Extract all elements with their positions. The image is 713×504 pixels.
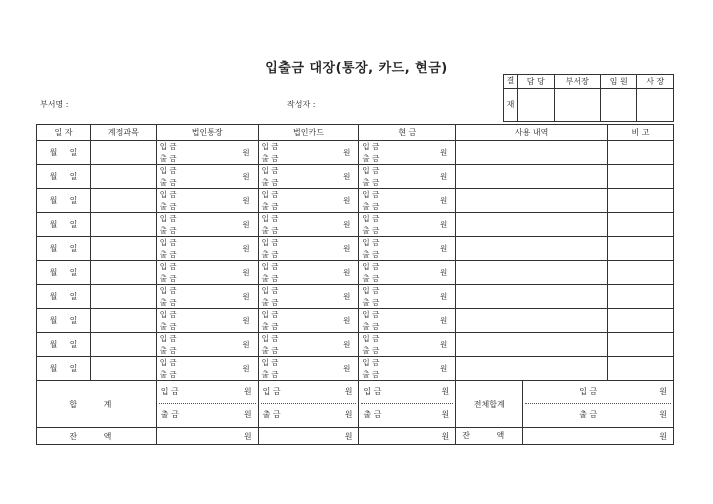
balance-cash-cell[interactable]: 원: [359, 428, 456, 445]
won-unit: 원: [440, 172, 448, 181]
out-label: 출 금: [159, 298, 177, 307]
won-unit: 원: [343, 172, 351, 181]
note-cell[interactable]: [608, 141, 674, 165]
out-label: 출 금: [362, 298, 380, 307]
card-amount-cell[interactable]: [258, 261, 359, 285]
out-label: 출 금: [261, 346, 279, 355]
ledger-row: [37, 213, 674, 237]
won-unit: 원: [242, 292, 250, 301]
note-cell[interactable]: [608, 333, 674, 357]
usage-cell[interactable]: [456, 285, 608, 309]
out-label: 출 금: [261, 322, 279, 331]
usage-cell[interactable]: [456, 189, 608, 213]
summary-row: [37, 381, 674, 428]
won-unit: 원: [242, 268, 250, 277]
in-label: 입 금: [261, 142, 279, 151]
cash-amount-cell[interactable]: [359, 309, 456, 333]
in-label: 입 금: [159, 334, 177, 343]
in-label: 입 금: [261, 166, 279, 175]
card-amount-cell[interactable]: [258, 165, 359, 189]
bank-amount-cell[interactable]: [156, 165, 258, 189]
summary-label: 합 계: [37, 381, 157, 428]
balance-row: [37, 428, 674, 445]
out-label: 출 금: [362, 154, 380, 163]
cash-amount-cell[interactable]: [359, 213, 456, 237]
usage-cell[interactable]: [456, 237, 608, 261]
ledger-row: [37, 285, 674, 309]
out-label: 출 금: [362, 346, 380, 355]
in-label: 입 금: [362, 166, 380, 175]
ledger-row: [37, 261, 674, 285]
in-label: 입 금: [362, 334, 380, 343]
card-amount-cell[interactable]: [258, 213, 359, 237]
in-label: 입 금: [362, 142, 380, 151]
won-unit: 원: [343, 340, 351, 349]
header-usage: 사용 내역: [456, 125, 608, 141]
day-label: 일: [69, 244, 78, 253]
in-label: 입 금: [159, 310, 177, 319]
sum-out-label: 출 금: [160, 410, 179, 419]
won-unit: 원: [242, 172, 250, 181]
balance-total-cell[interactable]: 원: [659, 431, 667, 441]
won-unit: 원: [344, 410, 353, 419]
won-unit: 원: [243, 387, 252, 396]
page-title: 입출금 대장(통장, 카드, 현금): [265, 61, 448, 76]
month-label: 월: [49, 340, 58, 349]
ledger-row: [37, 357, 674, 381]
approval-sign-staff[interactable]: [518, 89, 555, 122]
card-amount-cell[interactable]: [258, 333, 359, 357]
out-label: 출 금: [261, 274, 279, 283]
in-label: 입 금: [261, 358, 279, 367]
cash-amount-cell[interactable]: [359, 189, 456, 213]
in-label: 입 금: [261, 262, 279, 271]
date-cell[interactable]: [37, 237, 91, 261]
note-cell[interactable]: [608, 189, 674, 213]
day-label: 일: [69, 268, 78, 277]
in-label: 입 금: [261, 214, 279, 223]
usage-cell[interactable]: [456, 141, 608, 165]
approval-col-executive: 임 원: [600, 75, 637, 89]
header-cash: 현 금: [359, 125, 456, 141]
in-label: 입 금: [159, 358, 177, 367]
cash-amount-cell[interactable]: [359, 237, 456, 261]
in-label: 입 금: [362, 262, 380, 271]
writer-label: 작성자 :: [287, 100, 316, 109]
day-label: 일: [69, 196, 78, 205]
out-label: 출 금: [261, 226, 279, 235]
month-label: 월: [49, 244, 58, 253]
won-unit: 원: [343, 292, 351, 301]
date-cell[interactable]: [37, 333, 91, 357]
out-label: 출 금: [261, 298, 279, 307]
sum-cash-cell[interactable]: [359, 381, 456, 428]
account-cell[interactable]: [90, 213, 156, 237]
out-label: 출 금: [261, 370, 279, 379]
in-label: 입 금: [159, 190, 177, 199]
in-label: 입 금: [362, 358, 380, 367]
bank-amount-cell[interactable]: [156, 237, 258, 261]
out-label: 출 금: [159, 322, 177, 331]
bank-amount-cell[interactable]: [156, 213, 258, 237]
date-cell[interactable]: [37, 357, 91, 381]
sum-card-cell[interactable]: [258, 381, 359, 428]
won-unit: 원: [441, 410, 450, 419]
total-label: 전체합계: [456, 381, 523, 427]
in-label: 입 금: [362, 238, 380, 247]
balance-total-area: [456, 428, 674, 445]
balance-label: 잔 액: [37, 428, 157, 445]
account-cell[interactable]: [90, 189, 156, 213]
divider: [261, 403, 357, 404]
out-label: 출 금: [159, 202, 177, 211]
out-label: 출 금: [159, 178, 177, 187]
in-label: 입 금: [159, 262, 177, 271]
ledger-row: [37, 165, 674, 189]
account-cell[interactable]: [90, 165, 156, 189]
out-label: 출 금: [362, 250, 380, 259]
divider: [525, 403, 671, 404]
out-label: 출 금: [362, 322, 380, 331]
total-area: [456, 381, 674, 428]
day-label: 일: [69, 172, 78, 181]
date-cell[interactable]: [37, 141, 91, 165]
in-label: 입 금: [261, 286, 279, 295]
won-unit: 원: [440, 220, 448, 229]
won-unit: 원: [440, 364, 448, 373]
in-label: 입 금: [159, 214, 177, 223]
card-amount-cell[interactable]: [258, 189, 359, 213]
bank-amount-cell[interactable]: [156, 309, 258, 333]
won-unit: 원: [440, 268, 448, 277]
won-unit: 원: [343, 244, 351, 253]
note-cell[interactable]: [608, 357, 674, 381]
out-label: 출 금: [159, 226, 177, 235]
date-cell[interactable]: [37, 213, 91, 237]
bank-amount-cell[interactable]: [156, 189, 258, 213]
out-label: 출 금: [261, 202, 279, 211]
won-unit: 원: [440, 316, 448, 325]
account-cell[interactable]: [90, 309, 156, 333]
in-label: 입 금: [159, 286, 177, 295]
in-label: 입 금: [362, 214, 380, 223]
approval-sign-president[interactable]: [637, 89, 674, 122]
total-in-label: 입 금: [579, 387, 598, 396]
bank-amount-cell[interactable]: [156, 333, 258, 357]
cash-amount-cell[interactable]: [359, 261, 456, 285]
in-label: 입 금: [362, 310, 380, 319]
ledger-row: [37, 141, 674, 165]
note-cell[interactable]: [608, 213, 674, 237]
sum-out-label: 출 금: [262, 410, 281, 419]
won-unit: 원: [242, 220, 250, 229]
usage-cell[interactable]: [456, 357, 608, 381]
out-label: 출 금: [159, 154, 177, 163]
won-unit: 원: [344, 387, 353, 396]
account-cell[interactable]: [90, 261, 156, 285]
won-unit: 원: [242, 364, 250, 373]
in-label: 입 금: [261, 310, 279, 319]
usage-cell[interactable]: [456, 333, 608, 357]
day-label: 일: [69, 220, 78, 229]
won-unit: 원: [440, 196, 448, 205]
month-label: 월: [49, 196, 58, 205]
ledger-table: [36, 124, 674, 445]
in-label: 입 금: [159, 142, 177, 151]
total-amount-cell[interactable]: [523, 381, 673, 427]
won-unit: 원: [343, 268, 351, 277]
ledger-row: [37, 333, 674, 357]
note-cell[interactable]: [608, 165, 674, 189]
usage-cell[interactable]: [456, 165, 608, 189]
account-cell[interactable]: [90, 333, 156, 357]
day-label: 일: [69, 340, 78, 349]
header-note: 비 고: [608, 125, 674, 141]
bank-amount-cell[interactable]: [156, 357, 258, 381]
sum-in-label: 입 금: [262, 387, 281, 396]
account-cell[interactable]: [90, 141, 156, 165]
date-cell[interactable]: [37, 309, 91, 333]
balance-bank-cell[interactable]: 원: [156, 428, 258, 445]
header-date: 일 자: [37, 125, 91, 141]
ledger-row: [37, 309, 674, 333]
date-cell[interactable]: [37, 261, 91, 285]
won-unit: 원: [440, 244, 448, 253]
out-label: 출 금: [261, 178, 279, 187]
ledger-row: [37, 237, 674, 261]
out-label: 출 금: [362, 226, 380, 235]
month-label: 월: [49, 172, 58, 181]
bank-amount-cell[interactable]: [156, 141, 258, 165]
in-label: 입 금: [261, 238, 279, 247]
header-account: 계정과목: [90, 125, 156, 141]
won-unit: 원: [242, 340, 250, 349]
won-unit: 원: [659, 387, 667, 396]
approval-sign-dept-head[interactable]: [554, 89, 600, 122]
approval-col-president: 사 장: [637, 75, 674, 89]
day-label: 일: [69, 292, 78, 301]
approval-col-staff: 담 당: [518, 75, 555, 89]
month-label: 월: [49, 292, 58, 301]
note-cell[interactable]: [608, 309, 674, 333]
won-unit: 원: [242, 316, 250, 325]
cash-amount-cell[interactable]: [359, 357, 456, 381]
usage-cell[interactable]: [456, 309, 608, 333]
out-label: 출 금: [362, 178, 380, 187]
account-cell[interactable]: [90, 285, 156, 309]
total-out-label: 출 금: [579, 410, 598, 419]
won-unit: 원: [440, 148, 448, 157]
sum-in-label: 입 금: [160, 387, 179, 396]
out-label: 출 금: [261, 154, 279, 163]
won-unit: 원: [659, 410, 667, 419]
approval-gyeol: 결: [504, 75, 518, 89]
in-label: 입 금: [159, 238, 177, 247]
card-amount-cell[interactable]: [258, 141, 359, 165]
in-label: 입 금: [261, 334, 279, 343]
won-unit: 원: [243, 410, 252, 419]
won-unit: 원: [440, 292, 448, 301]
date-cell[interactable]: [37, 189, 91, 213]
in-label: 입 금: [362, 190, 380, 199]
out-label: 출 금: [159, 274, 177, 283]
won-unit: 원: [343, 364, 351, 373]
won-unit: 원: [343, 220, 351, 229]
card-amount-cell[interactable]: [258, 285, 359, 309]
account-cell[interactable]: [90, 357, 156, 381]
month-label: 월: [49, 148, 58, 157]
out-label: 출 금: [362, 274, 380, 283]
won-unit: 원: [441, 387, 450, 396]
approval-box: [503, 74, 674, 122]
sum-in-label: 입 금: [363, 387, 382, 396]
in-label: 입 금: [159, 166, 177, 175]
sum-out-label: 출 금: [363, 410, 382, 419]
month-label: 월: [49, 268, 58, 277]
date-cell[interactable]: [37, 285, 91, 309]
usage-cell[interactable]: [456, 261, 608, 285]
out-label: 출 금: [362, 370, 380, 379]
won-unit: 원: [343, 196, 351, 205]
out-label: 출 금: [159, 250, 177, 259]
usage-cell[interactable]: [456, 213, 608, 237]
note-cell[interactable]: [608, 285, 674, 309]
won-unit: 원: [242, 244, 250, 253]
won-unit: 원: [343, 316, 351, 325]
note-cell[interactable]: [608, 261, 674, 285]
won-unit: 원: [242, 196, 250, 205]
day-label: 일: [69, 148, 78, 157]
won-unit: 원: [343, 148, 351, 157]
won-unit: 원: [242, 148, 250, 157]
sum-bank-cell[interactable]: [156, 381, 258, 428]
out-label: 출 금: [159, 346, 177, 355]
bank-amount-cell[interactable]: [156, 285, 258, 309]
balance-total-label: 잔 액: [456, 428, 523, 444]
card-amount-cell[interactable]: [258, 237, 359, 261]
cash-amount-cell[interactable]: [359, 165, 456, 189]
month-label: 월: [49, 364, 58, 373]
card-amount-cell[interactable]: [258, 357, 359, 381]
date-cell[interactable]: [37, 165, 91, 189]
bank-amount-cell[interactable]: [156, 261, 258, 285]
won-unit: 원: [440, 340, 448, 349]
dept-label: 부서명 :: [40, 100, 69, 109]
month-label: 월: [49, 316, 58, 325]
day-label: 일: [69, 316, 78, 325]
cash-amount-cell[interactable]: [359, 333, 456, 357]
out-label: 출 금: [261, 250, 279, 259]
card-amount-cell[interactable]: [258, 309, 359, 333]
cash-amount-cell[interactable]: [359, 285, 456, 309]
account-cell[interactable]: [90, 237, 156, 261]
approval-sign-executive[interactable]: [600, 89, 637, 122]
in-label: 입 금: [362, 286, 380, 295]
in-label: 입 금: [261, 190, 279, 199]
out-label: 출 금: [362, 202, 380, 211]
cash-amount-cell[interactable]: [359, 141, 456, 165]
balance-card-cell[interactable]: 원: [258, 428, 359, 445]
month-label: 월: [49, 220, 58, 229]
ledger-row: [37, 189, 674, 213]
approval-col-dept-head: 부서장: [554, 75, 600, 89]
out-label: 출 금: [159, 370, 177, 379]
header-bank: 법인통장: [156, 125, 258, 141]
note-cell[interactable]: [608, 237, 674, 261]
header-card: 법인카드: [258, 125, 359, 141]
divider: [361, 403, 453, 404]
day-label: 일: [69, 364, 78, 373]
approval-jae: 재: [504, 89, 518, 122]
divider: [159, 403, 256, 404]
